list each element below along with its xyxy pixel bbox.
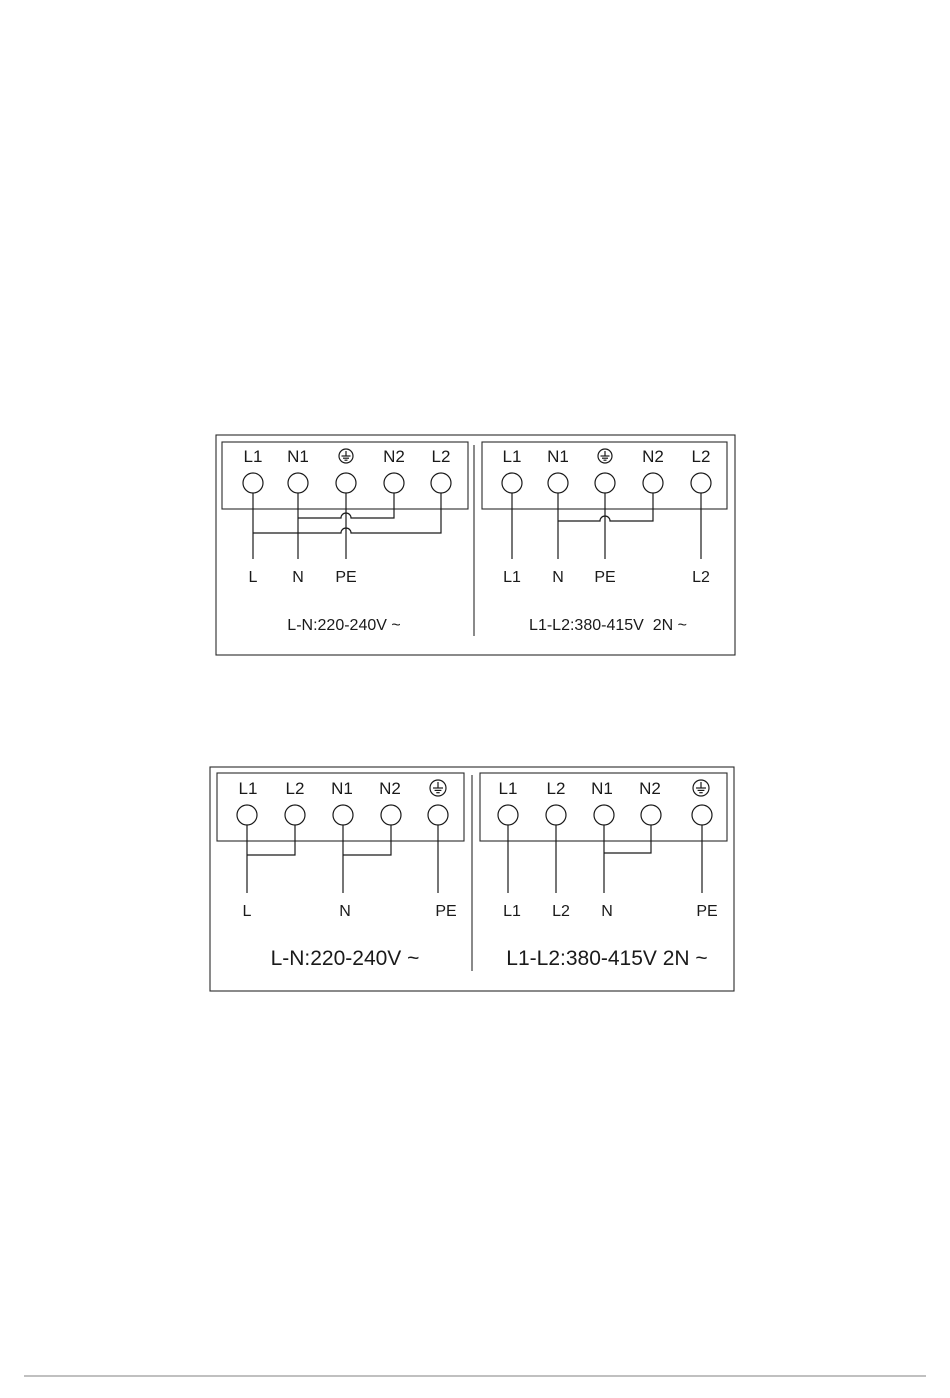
- terminal-screw: [641, 805, 661, 825]
- voltage-caption: L1-L2:380-415V 2N ~: [529, 617, 687, 634]
- jumper-l1-l2: [247, 825, 295, 855]
- terminal-label: N1: [591, 779, 613, 798]
- terminal-label: L1: [502, 447, 522, 466]
- lead-label: N: [339, 903, 351, 920]
- panel-two-phase: [480, 773, 727, 970]
- terminal-screw: [381, 805, 401, 825]
- panel-single-phase: [222, 442, 468, 634]
- terminal-screw: [502, 473, 522, 493]
- panel-single-phase: [217, 773, 464, 970]
- lead-label: PE: [696, 903, 718, 920]
- ground-symbol-icon: [430, 780, 446, 796]
- terminal-screw: [546, 805, 566, 825]
- terminal-label: N1: [331, 779, 353, 798]
- terminal-screw: [548, 473, 568, 493]
- terminal-screw: [243, 473, 263, 493]
- terminal-screw: [333, 805, 353, 825]
- terminal-label: L1: [238, 779, 258, 798]
- lead-label: PE: [335, 569, 357, 586]
- ground-symbol-icon: [598, 449, 612, 463]
- ground-symbol-icon: [693, 780, 709, 796]
- terminal-label: L2: [546, 779, 566, 798]
- lead-label: L: [242, 903, 252, 920]
- lead-label: L1: [503, 569, 521, 586]
- connection-diagram-top: [216, 435, 735, 655]
- terminal-screw: [594, 805, 614, 825]
- terminal-label: L2: [431, 447, 451, 466]
- terminal-label: L2: [691, 447, 711, 466]
- lead-label: PE: [594, 569, 616, 586]
- terminal-screw: [336, 473, 356, 493]
- terminal-screw: [595, 473, 615, 493]
- terminal-screw: [384, 473, 404, 493]
- lead-label: N: [292, 569, 304, 586]
- terminal-label: L2: [285, 779, 305, 798]
- terminal-screw: [428, 805, 448, 825]
- terminal-label: L1: [498, 779, 518, 798]
- jumper-n1-n2: [343, 825, 391, 855]
- terminal-screw: [691, 473, 711, 493]
- terminal-label: N2: [639, 779, 661, 798]
- terminal-screw: [285, 805, 305, 825]
- terminal-screw: [237, 805, 257, 825]
- lead-label: L2: [552, 903, 570, 920]
- lead-label: N: [601, 903, 613, 920]
- lead-label: L1: [503, 903, 521, 920]
- voltage-caption: L-N:220-240V ~: [270, 947, 420, 970]
- terminal-label: N2: [642, 447, 664, 466]
- terminal-screw: [643, 473, 663, 493]
- lead-label: PE: [435, 903, 457, 920]
- voltage-caption: L1-L2:380-415V 2N ~: [506, 947, 708, 970]
- lead-label: L: [248, 569, 258, 586]
- lead-label: L2: [692, 569, 710, 586]
- terminal-label: N1: [547, 447, 569, 466]
- ground-symbol-icon: [339, 449, 353, 463]
- terminal-screw: [288, 473, 308, 493]
- voltage-caption: L-N:220-240V ~: [287, 617, 401, 634]
- terminal-label: L1: [243, 447, 263, 466]
- panel-two-phase: [482, 442, 727, 634]
- connection-diagram-bottom: [210, 767, 734, 991]
- terminal-label: N1: [287, 447, 309, 466]
- terminal-screw: [431, 473, 451, 493]
- lead-label: N: [552, 569, 564, 586]
- terminal-screw: [498, 805, 518, 825]
- terminal-label: N2: [379, 779, 401, 798]
- terminal-screw: [692, 805, 712, 825]
- jumper-n1-n2: [604, 825, 651, 853]
- terminal-label: N2: [383, 447, 405, 466]
